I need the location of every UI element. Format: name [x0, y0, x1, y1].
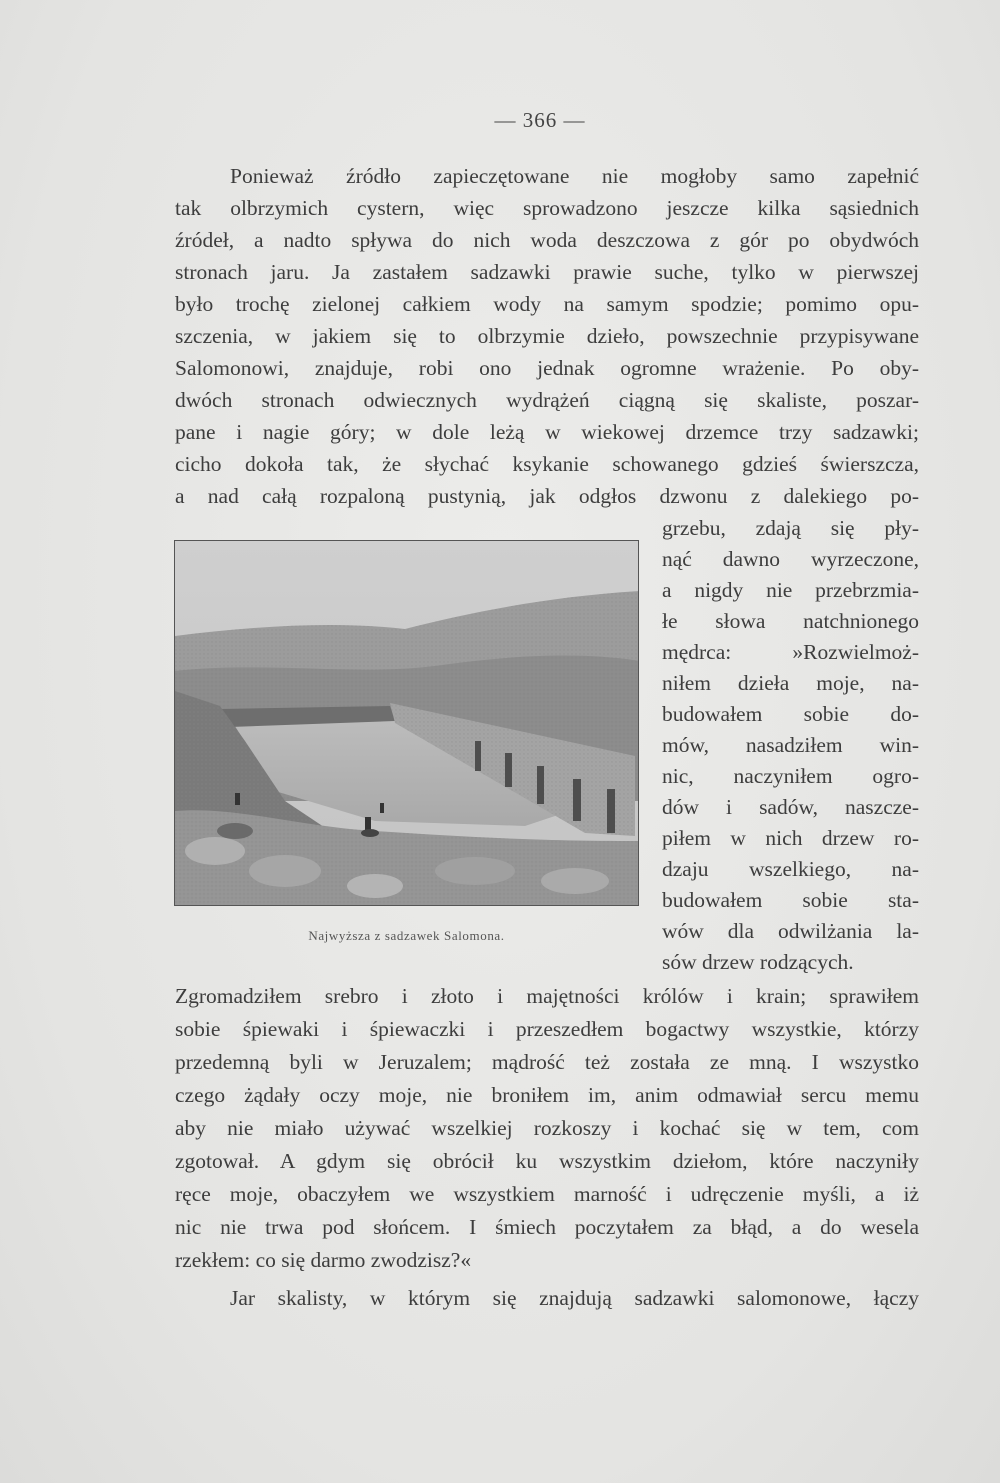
side-text-line: nic, naczyniłem ogro-: [662, 764, 919, 788]
text-line: Zgromadziłem srebro i złoto i majętności królów i krain; sprawiłem: [175, 984, 919, 1008]
side-text-line: piłem w nich drzew ro-: [662, 826, 919, 850]
side-text-line: mędrca: »Rozwielmoż-: [662, 640, 919, 664]
side-text-line: budowałem sobie do-: [662, 702, 919, 726]
side-text-line: sów drzew rodzących.: [662, 950, 854, 974]
reservoir-photo: [174, 540, 639, 906]
side-text-line: wów dla odwilżania la-: [662, 919, 919, 943]
side-text-line: a nigdy nie przebrzmia-: [662, 578, 919, 602]
side-text-line: mów, nasadziłem win-: [662, 733, 919, 757]
text-line: Ponieważ źródło zapieczętowane nie mogłoby samo zapełnić: [230, 164, 919, 188]
text-line: ręce moje, obaczyłem we wszystkiem marność i udręczenie myśli, a iż: [175, 1182, 919, 1206]
side-text-line: niłem dzieła moje, na-: [662, 671, 919, 695]
text-line: tak olbrzymich cystern, więc sprowadzono jeszcze kilka sąsiednich: [175, 196, 919, 220]
text-line: dwóch stronach odwiecznych wydrążeń ciągną się skaliste, poszar-: [175, 388, 919, 412]
photo-caption: Najwyższa z sadzawek Salomona.: [308, 928, 505, 943]
side-text-line: grzebu, zdają się pły-: [662, 516, 919, 540]
page-number: — 366 —: [494, 108, 586, 132]
text-line: Jar skalisty, w którym się znajdują sadzawki salomonowe, łączy: [230, 1286, 919, 1310]
text-line: szczenia, w jakiem się to olbrzymie dzieło, powszechnie przypisywane: [175, 324, 919, 348]
text-line: aby nie miało używać wszelkiej rozkoszy i kochać się w tem, com: [175, 1116, 919, 1140]
text-line: sobie śpiewaki i śpiewaczki i przeszedłem bogactwy wszystkie, którzy: [175, 1017, 919, 1041]
text-line: rzekłem: co się darmo zwodzisz?«: [175, 1248, 472, 1272]
text-line: stronach jaru. Ja zastałem sadzawki prawie suche, tylko w pierwszej: [175, 260, 919, 284]
side-text-line: dzaju wszelkiego, na-: [662, 857, 919, 881]
text-line: czego żądały oczy moje, nie broniłem im, anim odmawiał sercu memu: [175, 1083, 919, 1107]
side-text-line: łe słowa natchnionego: [662, 609, 919, 633]
text-line: a nad całą rozpaloną pustynią, jak odgłos dzwonu z dalekiego po-: [175, 484, 919, 508]
text-line: przedemną byli w Jeruzalem; mądrość też została ze mną. I wszystko: [175, 1050, 919, 1074]
side-text-line: dów i sadów, naszcze-: [662, 795, 919, 819]
side-text-line: nąć dawno wyrzeczone,: [662, 547, 919, 571]
side-text-line: budowałem sobie sta-: [662, 888, 919, 912]
text-line: było trochę zielonej całkiem wody na samym spodzie; pomimo opu-: [175, 292, 919, 316]
text-line: zgotował. A gdym się obrócił ku wszystkim dziełom, które naczyniły: [175, 1149, 919, 1173]
text-line: Salomonowi, znajduje, robi ono jednak ogromne wrażenie. Po oby-: [175, 356, 919, 380]
text-line: źródeł, a nadto spływa do nich woda deszczowa z gór po obydwóch: [175, 228, 919, 252]
text-line: nic nie trwa pod słońcem. I śmiech poczytałem za błąd, a do wesela: [175, 1215, 919, 1239]
text-line: pane i nagie góry; w dole leżą w wiekowej drzemce trzy sadzawki;: [175, 420, 919, 444]
text-line: cicho dokoła tak, że słychać ksykanie schowanego gdzieś świerszcza,: [175, 452, 919, 476]
